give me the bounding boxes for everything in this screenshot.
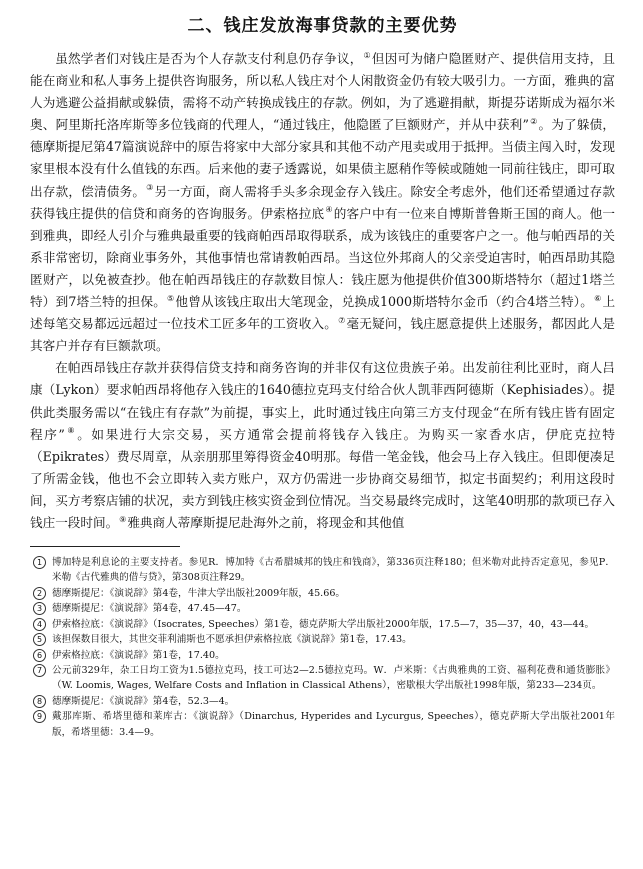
- footnote-text: 公元前329年，杂工日均工资为1.5德拉克玛，技工可达2—2.5德拉克玛。W．卢米斯：《古典雅典的工资、福利花费和通货膨胀》（W. Loomis, Wages, Welfare Costs and Inflation in Classical Athens），密歇根大学出版社1998年版，第233—234页。: [52, 664, 615, 692]
- footnote-reference[interactable]: ⑨: [119, 514, 127, 524]
- footnote-item: [30, 601, 615, 616]
- footnote-list: [30, 555, 615, 740]
- footnote-reference[interactable]: ④: [325, 205, 333, 215]
- paragraph-text: 上述每笔交易都远远超过一位技术工匠多年的工资收入。: [30, 294, 616, 332]
- paragraph-text: 。如果进行大宗交易，买方通常会提前将钱存入钱庄。为购买一家香水店，伊庇克拉特（Epikrates）费尽周章，从亲朋那里筹得资金40明那。每借一笔金钱，他会马上存入钱庄。但即便凑足了所需金钱，他也不会立即转入卖方账户，双方仍需进一步协商交易细节，拟定书面契约；利用这段时间，买方考察店铺的状况，卖方到钱庄核实资金到位情况。当交易最终完成时，这笔40明那的款项已存入钱庄一段时间。: [30, 426, 615, 530]
- footnote-text: 德摩斯提尼：《演说辞》第4卷，牛津大学出版社2009年版，45.66。: [52, 587, 346, 599]
- footnote-reference[interactable]: ⑤: [167, 293, 175, 303]
- footnote-text: 伊索格拉底：《演说辞》（Isocrates, Speeches）第1卷，德克萨斯大学出版社2000年版，17.5—7，35—37，40，43—44。: [52, 618, 595, 630]
- paragraph-text: 。为了躲债，德摩斯提尼第47篇演说辞中的原告将家中大部分家具和其他不动产甩卖或用于抵押。当债主闯入时，发现家里根本没有什么值钱的东西。后来他的妻子透露说，如果债主愿稍作等候或随她一同前往钱庄，即可取出存款，偿清债务。: [30, 117, 616, 199]
- footnote-item: [30, 555, 615, 586]
- footnote-item: [30, 663, 615, 694]
- footnote-text: 德摩斯提尼：《演说辞》第4卷，47.45—47。: [52, 603, 247, 615]
- footnote-item: [30, 617, 615, 632]
- footnote-item: [30, 709, 615, 740]
- footnote-reference[interactable]: ③: [146, 183, 154, 193]
- footnote-reference[interactable]: ①: [363, 50, 371, 60]
- body-text: [30, 48, 615, 534]
- footnote-text: 伊索格拉底：《演说辞》第1卷，17.40。: [52, 649, 225, 661]
- footnote-reference[interactable]: ⑦: [338, 315, 346, 325]
- footnote-number: 3: [33, 602, 46, 615]
- footnote-number: 9: [33, 710, 46, 723]
- section-title: 二、钱庄发放海事贷款的主要优势: [187, 16, 458, 36]
- body-paragraph: [30, 357, 615, 534]
- footnote-item: [30, 648, 615, 663]
- footnote-text: 该担保数目很大，其世交菲利浦斯也不愿承担伊索格拉底《演说辞》第1卷，17.43。: [52, 634, 412, 646]
- paragraph-text: 毫无疑问，钱庄愿意提供上述服务，都因此人是其客户并存有巨额款项。: [30, 316, 616, 354]
- footnote-text: 戴那库斯、希塔里德和莱库古：《演说辞》（Dinarchus, Hyperides and Lycurgus, Speeches），德克萨斯大学出版社2001年版，希塔里德：3.4—9。: [52, 711, 615, 738]
- footnote-item: [30, 632, 615, 647]
- footnote-item: [30, 694, 615, 709]
- footnote-number: 6: [33, 649, 46, 662]
- paragraph-text: 虽然学者们对钱庄是否为个人存款支付利息仍存争议，: [55, 51, 363, 66]
- footnote-number: 4: [33, 618, 46, 631]
- footnote-divider: [30, 546, 180, 547]
- footnote-item: [30, 586, 615, 601]
- footnote-reference[interactable]: ②: [529, 117, 538, 127]
- paragraph-text: 的客户中有一位来自博斯普鲁斯王国的商人。他一到雅典，即经人引介与雅典最重要的钱商帕西昂取得联系，成为该钱庄的重要客户之一。他与帕西昂的关系非常密切，除商业事务外，其他事情也常请教帕西昂。当这位外邦商人的父亲受迫害时，帕西昂助其隐匿财产，以免被查抄。他在帕西昂钱庄的存款数目惊人：钱庄愿为他提供价值300斯塔特尔（超过1塔兰特）到7塔兰特的担保。: [30, 205, 616, 310]
- footnote-text: 德摩斯提尼：《演说辞》第4卷，52.3—4。: [52, 695, 235, 707]
- footnote-reference[interactable]: ⑥: [594, 293, 602, 303]
- paragraph-text: 另一方面，商人需将手头多余现金存入钱庄。除安全考虑外，他们还希望通过存款获得钱庄提供的信贷和商务的咨询服务。伊索格拉底: [30, 183, 616, 221]
- footnote-number: 8: [33, 695, 46, 708]
- footnote-number: 1: [33, 556, 46, 569]
- paragraph-text: 雅典商人蒂摩斯提尼赴海外之前，将现金和其他值: [127, 514, 405, 530]
- paragraph-text: 他曾从该钱庄取出大笔现金，兑换成1000斯塔特尔金币（约合4塔兰特）。: [175, 294, 594, 310]
- body-paragraph: [30, 48, 615, 357]
- footnote-number: 2: [33, 587, 46, 600]
- footnote-text: 博加特是利息论的主要支持者。参见R．博加特《古希腊城邦的钱庄和钱商》，第336页注释180；但米勒对此持否定意见，参见P．米勒《古代雅典的借与贷》，第308页注释29。: [52, 557, 615, 584]
- footnote-reference[interactable]: ⑧: [65, 426, 77, 436]
- footnote-number: 5: [33, 633, 46, 646]
- paragraph-text: 但因可为储户隐匿财产、提供信用支持，且能在商业和私人事务上提供咨询服务，所以私人钱庄对个人闲散资金仍有较大吸引力。一方面，雅典的富人为逃避公益捐献或躲债，需将不动产转换成钱庄的存款。例如，为了逃避捐献，斯提芬诺斯成为福尔米奥、阿里斯托洛库斯等多位钱商的代理人，“通过钱庄，他隐匿了巨额财产，并从中获利”: [30, 51, 616, 133]
- footnote-number: 7: [33, 664, 46, 677]
- paragraph-text: 在帕西昂钱庄存款并获得信贷支持和商务咨询的并非仅有这位贵族子弟。出发前往利比亚时，商人吕康（Lykon）要求帕西昂将他存入钱庄的1640德拉克玛支付给合伙人凯菲西阿德斯（Kephisiades）。提供此类服务需以“在钱庄有存款”为前提，事实上，此时通过钱庄向第三方支付现金“在所有钱庄皆有固定程序”: [30, 360, 615, 442]
